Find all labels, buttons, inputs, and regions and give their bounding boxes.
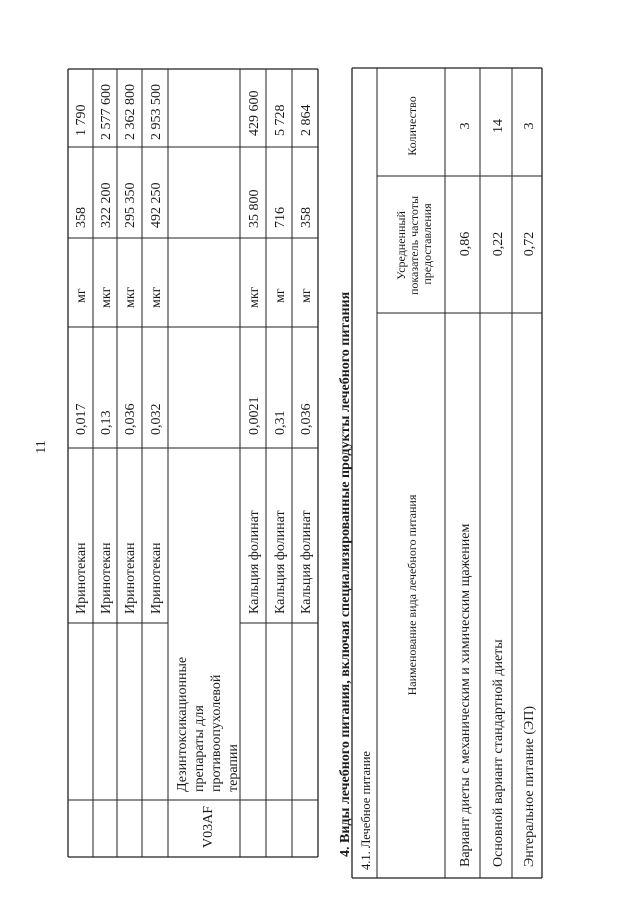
- page-number: 11: [34, 440, 49, 454]
- row-6-drug: Кальция фолинат: [247, 510, 262, 614]
- row-2-course-dose: 2 577 600: [99, 84, 114, 140]
- row-4-unit: мкг: [149, 286, 164, 308]
- drug-table: [68, 69, 318, 857]
- header-quantity: Количество: [405, 96, 419, 156]
- row-7-unit: мг: [273, 288, 288, 303]
- row-6-frequency: 0,0021: [247, 396, 262, 435]
- row-7-daily-dose: 716: [273, 207, 288, 228]
- row-3-frequency: 0,036: [123, 403, 138, 435]
- row-4-daily-dose: 492 250: [149, 182, 164, 228]
- nutrition-row-1-quantity: 3: [458, 122, 473, 130]
- section-heading: 4. Виды лечебного питания, включая специализированные продукты лечебного питания: [338, 291, 353, 857]
- row-8-drug: Кальция фолинат: [299, 510, 314, 614]
- row-8-course-dose: 2 864: [299, 104, 314, 136]
- row-7-course-dose: 5 728: [273, 104, 288, 136]
- row-1-daily-dose: 358: [74, 207, 89, 228]
- nutrition-row-3-quantity: 3: [522, 122, 537, 130]
- row-8-unit: мг: [299, 288, 314, 303]
- row-8-frequency: 0,036: [299, 403, 314, 435]
- row-2-frequency: 0,13: [99, 410, 114, 435]
- row-1-unit: мг: [74, 288, 89, 303]
- nutrition-row-2-frequency: 0,22: [491, 231, 506, 257]
- row-3-course-dose: 2 362 800: [123, 84, 138, 140]
- nutrition-row-1-name: Вариант диеты с механическим и химическим щажением: [458, 523, 473, 867]
- group-name: Дезинтоксикационные препараты для противоопухолевой терапии: [175, 656, 241, 792]
- row-1-drug: Иринотекан: [74, 542, 89, 614]
- row-1-course-dose: 1 790: [74, 104, 89, 136]
- row-7-drug: Кальция фолинат: [273, 510, 288, 614]
- row-3-unit: мкг: [123, 286, 138, 308]
- header-frequency: Усредненный показатель частоты предоставления: [394, 195, 434, 296]
- row-2-drug: Иринотекан: [99, 542, 114, 614]
- row-8-daily-dose: 358: [299, 207, 314, 228]
- row-6-daily-dose: 35 800: [247, 189, 262, 228]
- nutrition-table: [352, 68, 542, 878]
- nutrition-row-2-name: Основной вариант стандартной диеты: [491, 639, 506, 867]
- nutrition-row-3-frequency: 0,72: [522, 231, 537, 257]
- row-3-drug: Иринотекан: [123, 542, 138, 614]
- row-6-unit: мкг: [247, 286, 262, 308]
- row-2-daily-dose: 322 200: [99, 182, 114, 228]
- row-4-drug: Иринотекан: [149, 542, 164, 614]
- row-2-unit: мкг: [99, 286, 114, 308]
- nutrition-row-3-name: Энтеральное питание (ЭП): [522, 705, 537, 867]
- atc-code-v03af: V03AF: [201, 805, 216, 848]
- row-6-course-dose: 429 600: [247, 90, 262, 136]
- nutrition-row-2-quantity: 14: [491, 119, 506, 133]
- nutrition-row-1-frequency: 0,86: [458, 231, 473, 257]
- header-name: Наименование вида лечебного питания: [405, 494, 419, 696]
- nutrition-subheading: 4.1. Лечебное питание: [359, 751, 373, 870]
- row-4-frequency: 0,032: [149, 403, 164, 435]
- row-3-daily-dose: 295 350: [123, 182, 138, 228]
- row-7-frequency: 0,31: [273, 410, 288, 435]
- row-1-frequency: 0,017: [74, 403, 89, 435]
- row-4-course-dose: 2 953 500: [149, 84, 164, 140]
